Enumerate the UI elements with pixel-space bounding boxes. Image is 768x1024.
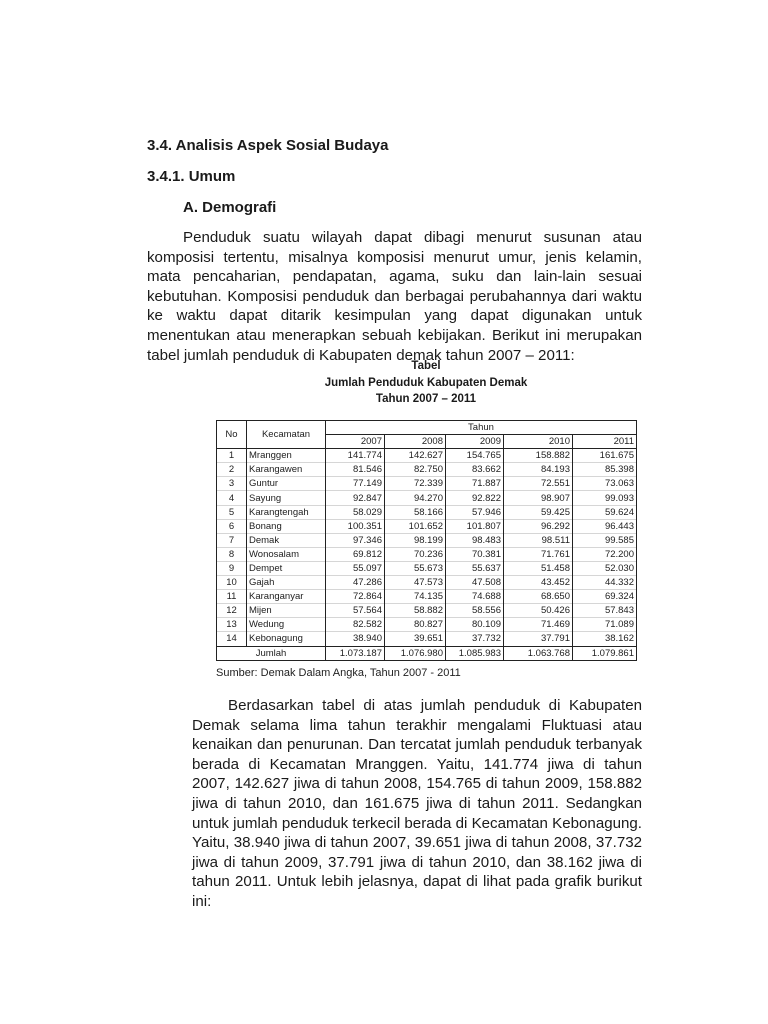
row-value: 72.339 — [385, 477, 446, 491]
row-value: 68.650 — [504, 590, 573, 604]
row-no: 12 — [217, 604, 247, 618]
analysis-text: Berdasarkan tabel di atas jumlah penduduk di Kabupaten Demak selama lima tahun terakhir mengalami Fluktuasi atau kenaikan dan penurunan. Dan tercatat jumlah penduduk terbanyak berada di Kecamatan Mranggen. Yaitu, 141.774 jiwa di tahun 2007, 142.627 jiwa di tahun 2008, 154.765 di tahun 2009, 158.882 jiwa di tahun 2010, dan 161.675 jiwa di tahun 2011. Sedangkan untuk jumlah penduduk terkecil berada di Kecamatan Kebonagung. Yaitu, 38.940 jiwa di tahun 2007, 39.651 jiwa di tahun 2008, 37.732 jiwa di tahun 2009, 37.791 jiwa di tahun 2010, dan 38.162 jiwa di tahun 2011. Untuk lebih jelasnya, dapat di lihat pada grafik burikut ini: — [192, 697, 642, 910]
row-value: 99.093 — [573, 491, 637, 505]
analysis-paragraph — [192, 696, 642, 912]
row-kecamatan: Sayung — [247, 491, 326, 505]
row-value: 101.652 — [385, 519, 446, 533]
table-row — [217, 519, 637, 533]
row-value: 47.286 — [326, 576, 385, 590]
row-value: 71.761 — [504, 547, 573, 561]
header-year: 2010 — [504, 435, 573, 449]
row-value: 161.675 — [573, 449, 637, 463]
row-value: 58.029 — [326, 505, 385, 519]
row-value: 83.662 — [446, 463, 504, 477]
row-no: 14 — [217, 632, 247, 646]
row-no: 6 — [217, 519, 247, 533]
header-year: 2008 — [385, 435, 446, 449]
total-value: 1.063.768 — [504, 646, 573, 660]
row-value: 55.097 — [326, 561, 385, 575]
row-value: 47.508 — [446, 576, 504, 590]
table-title — [216, 358, 636, 408]
row-value: 47.573 — [385, 576, 446, 590]
row-value: 81.546 — [326, 463, 385, 477]
subsection-heading: 3.4.1. Umum — [147, 168, 236, 185]
row-value: 52.030 — [573, 561, 637, 575]
table-row — [217, 463, 637, 477]
header-kecamatan: Kecamatan — [247, 421, 326, 449]
row-value: 57.843 — [573, 604, 637, 618]
row-value: 70.236 — [385, 547, 446, 561]
row-value: 98.199 — [385, 533, 446, 547]
row-value: 57.564 — [326, 604, 385, 618]
row-value: 92.822 — [446, 491, 504, 505]
table-source: Sumber: Demak Dalam Angka, Tahun 2007 - 2011 — [216, 667, 461, 679]
row-kecamatan: Karangawen — [247, 463, 326, 477]
total-value: 1.073.187 — [326, 646, 385, 660]
row-value: 70.381 — [446, 547, 504, 561]
row-value: 74.688 — [446, 590, 504, 604]
row-value: 77.149 — [326, 477, 385, 491]
table-row — [217, 576, 637, 590]
table-row — [217, 561, 637, 575]
row-kecamatan: Wedung — [247, 618, 326, 632]
row-no: 8 — [217, 547, 247, 561]
row-value: 59.624 — [573, 505, 637, 519]
row-value: 38.940 — [326, 632, 385, 646]
table-row — [217, 505, 637, 519]
subsubsection-heading: A. Demografi — [183, 199, 277, 216]
row-value: 80.109 — [446, 618, 504, 632]
row-value: 59.425 — [504, 505, 573, 519]
table-title-line-2: Jumlah Penduduk Kabupaten Demak — [324, 376, 528, 389]
row-value: 72.864 — [326, 590, 385, 604]
header-no: No — [217, 421, 247, 449]
population-table — [216, 420, 637, 661]
row-kecamatan: Gajah — [247, 576, 326, 590]
table-row — [217, 449, 637, 463]
row-value: 158.882 — [504, 449, 573, 463]
row-kecamatan: Kebonagung — [247, 632, 326, 646]
row-value: 73.063 — [573, 477, 637, 491]
row-value: 51.458 — [504, 561, 573, 575]
total-label: Jumlah — [217, 646, 326, 660]
row-value: 37.791 — [504, 632, 573, 646]
row-no: 3 — [217, 477, 247, 491]
row-value: 92.847 — [326, 491, 385, 505]
row-value: 82.582 — [326, 618, 385, 632]
row-no: 7 — [217, 533, 247, 547]
row-value: 43.452 — [504, 576, 573, 590]
table-title-line-3: Tahun 2007 – 2011 — [375, 393, 477, 405]
row-value: 74.135 — [385, 590, 446, 604]
table-row — [217, 632, 637, 646]
row-kecamatan: Mijen — [247, 604, 326, 618]
row-kecamatan: Demak — [247, 533, 326, 547]
row-value: 57.946 — [446, 505, 504, 519]
table-title-line-1: Tabel — [411, 360, 441, 372]
table-row — [217, 547, 637, 561]
row-kecamatan: Guntur — [247, 477, 326, 491]
row-value: 100.351 — [326, 519, 385, 533]
row-value: 71.469 — [504, 618, 573, 632]
table-row — [217, 533, 637, 547]
row-value: 85.398 — [573, 463, 637, 477]
row-kecamatan: Bonang — [247, 519, 326, 533]
total-row — [217, 646, 637, 660]
table-row — [217, 491, 637, 505]
header-year: 2009 — [446, 435, 504, 449]
row-value: 37.732 — [446, 632, 504, 646]
row-value: 58.556 — [446, 604, 504, 618]
row-kecamatan: Karangtengah — [247, 505, 326, 519]
total-value: 1.085.983 — [446, 646, 504, 660]
row-value: 69.324 — [573, 590, 637, 604]
row-value: 98.907 — [504, 491, 573, 505]
row-value: 72.551 — [504, 477, 573, 491]
row-no: 5 — [217, 505, 247, 519]
row-value: 58.166 — [385, 505, 446, 519]
row-value: 72.200 — [573, 547, 637, 561]
row-value: 141.774 — [326, 449, 385, 463]
row-value: 39.651 — [385, 632, 446, 646]
row-value: 98.511 — [504, 533, 573, 547]
row-value: 96.443 — [573, 519, 637, 533]
section-heading: 3.4. Analisis Aspek Sosial Budaya — [147, 137, 389, 154]
intro-paragraph — [147, 228, 642, 365]
row-value: 101.807 — [446, 519, 504, 533]
row-value: 55.673 — [385, 561, 446, 575]
row-no: 11 — [217, 590, 247, 604]
row-value: 97.346 — [326, 533, 385, 547]
row-value: 98.483 — [446, 533, 504, 547]
row-value: 55.637 — [446, 561, 504, 575]
row-no: 1 — [217, 449, 247, 463]
row-value: 38.162 — [573, 632, 637, 646]
row-value: 50.426 — [504, 604, 573, 618]
row-value: 71.887 — [446, 477, 504, 491]
row-value: 84.193 — [504, 463, 573, 477]
total-value: 1.079.861 — [573, 646, 637, 660]
row-value: 44.332 — [573, 576, 637, 590]
total-value: 1.076.980 — [385, 646, 446, 660]
table-row — [217, 604, 637, 618]
row-value: 154.765 — [446, 449, 504, 463]
row-value: 69.812 — [326, 547, 385, 561]
header-year: 2011 — [573, 435, 637, 449]
row-kecamatan: Mranggen — [247, 449, 326, 463]
row-value: 71.089 — [573, 618, 637, 632]
row-kecamatan: Karanganyar — [247, 590, 326, 604]
table-row — [217, 477, 637, 491]
row-value: 96.292 — [504, 519, 573, 533]
row-no: 4 — [217, 491, 247, 505]
row-value: 94.270 — [385, 491, 446, 505]
row-value: 142.627 — [385, 449, 446, 463]
row-value: 99.585 — [573, 533, 637, 547]
table-row — [217, 590, 637, 604]
row-no: 13 — [217, 618, 247, 632]
row-kecamatan: Wonosalam — [247, 547, 326, 561]
row-no: 10 — [217, 576, 247, 590]
row-value: 80.827 — [385, 618, 446, 632]
row-value: 58.882 — [385, 604, 446, 618]
header-tahun: Tahun — [326, 421, 637, 435]
intro-text: Penduduk suatu wilayah dapat dibagi menurut susunan atau komposisi tertentu, misalnya komposisi menurut umur, jenis kelamin, mata pencaharian, pendapatan, agama, suku dan lain-lain sesuai kebutuhan. Komposisi penduduk dan berbagai perubahannya dari waktu ke waktu dapat ditarik kesimpulan yang dapat digunakan untuk menentukan atau menerapkan sebuah kebijakan. Berikut ini merupakan tabel jumlah penduduk di Kabupaten demak tahun 2007 – 2011: — [147, 229, 642, 364]
row-no: 2 — [217, 463, 247, 477]
table-row — [217, 618, 637, 632]
row-no: 9 — [217, 561, 247, 575]
row-kecamatan: Dempet — [247, 561, 326, 575]
row-value: 82.750 — [385, 463, 446, 477]
header-year: 2007 — [326, 435, 385, 449]
